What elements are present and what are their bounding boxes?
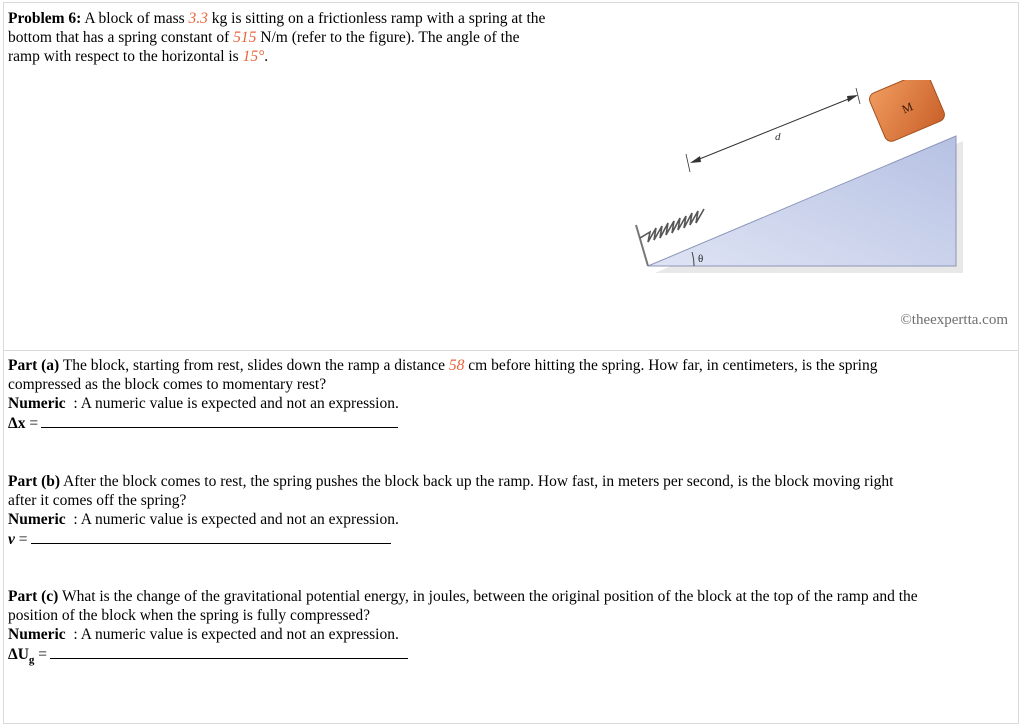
problem-statement	[8, 9, 545, 66]
part-a-line-1	[8, 356, 877, 375]
part-b-numeric	[8, 510, 893, 529]
part-c	[8, 587, 918, 670]
problem-text: ramp with respect to the horizontal is	[8, 48, 243, 65]
part-a-answer	[8, 413, 877, 433]
problem-line-3	[8, 47, 545, 66]
answer-symbol: Δx	[8, 415, 26, 432]
answer-input[interactable]	[41, 413, 398, 428]
part-b-label: Part (b)	[8, 473, 61, 490]
distance-label: d	[775, 131, 781, 143]
problem-label: Problem 6:	[8, 10, 82, 27]
spring-constant-value: 515	[233, 29, 257, 46]
problem-text: A block of mass	[81, 10, 189, 27]
answer-input[interactable]	[31, 529, 391, 544]
wall	[636, 225, 648, 266]
part-c-numeric	[8, 625, 918, 644]
answer-input[interactable]	[50, 644, 408, 659]
numeric-label: Numeric	[8, 626, 66, 643]
part-c-line-1	[8, 587, 918, 606]
watermark: ©theexpertta.com	[900, 312, 1008, 328]
ramp	[648, 136, 956, 266]
part-b-answer	[8, 529, 893, 549]
mass-value: 3.3	[188, 10, 208, 27]
part-c-label: Part (c)	[8, 588, 59, 605]
problem-line-2	[8, 28, 545, 47]
equals-sign: =	[14, 531, 28, 548]
part-a-label: Part (a)	[8, 357, 60, 374]
distance-arrow	[692, 96, 856, 162]
numeric-note: : A numeric value is expected and not an expression.	[65, 395, 399, 412]
equals-sign: =	[25, 415, 39, 432]
equals-sign: =	[34, 646, 48, 663]
part-b	[8, 472, 893, 549]
numeric-note: : A numeric value is expected and not an expression.	[65, 626, 399, 643]
angle-label: θ	[698, 253, 704, 265]
answer-symbol: v	[8, 531, 15, 548]
part-a-text: cm before hitting the spring. How far, in centimeters, is the spring	[464, 357, 878, 374]
numeric-note: : A numeric value is expected and not an expression.	[65, 511, 399, 528]
problem-text: bottom that has a spring constant of	[8, 29, 234, 46]
part-a-text: The block, starting from rest, slides down the ramp a distance	[59, 357, 449, 374]
part-b-line-2: after it comes off the spring?	[8, 492, 187, 509]
problem-text: kg is sitting on a frictionless ramp with a spring at the	[207, 10, 546, 27]
numeric-label: Numeric	[8, 395, 66, 412]
separator	[3, 350, 1019, 351]
problem-text: N/m (refer to the figure). The angle of the	[256, 29, 520, 46]
distance-value: 58	[448, 357, 465, 374]
numeric-label: Numeric	[8, 511, 66, 528]
tick-right	[856, 88, 860, 104]
part-c-answer	[8, 644, 918, 670]
problem-text: .	[264, 48, 269, 65]
answer-symbol: ΔU	[8, 646, 29, 663]
block-label: M	[899, 99, 916, 117]
ramp-figure	[620, 80, 980, 280]
part-a-line-2: compressed as the block comes to momentary rest?	[8, 376, 327, 393]
part-c-text: What is the change of the gravitational potential energy, in joules, between the original position of the block at the top of the ramp and the	[58, 588, 918, 605]
angle-value: 15°	[242, 48, 265, 65]
tick-left	[686, 154, 690, 172]
problem-line-1	[8, 9, 545, 28]
part-b-line-1	[8, 472, 893, 491]
part-a-numeric	[8, 394, 877, 413]
arrow-head-left	[690, 156, 701, 163]
answer-symbol-subscript: g	[28, 654, 35, 667]
part-b-text: After the block comes to rest, the spring pushes the block back up the ramp. How fast, in meters per second, is the block moving right	[60, 473, 894, 490]
part-a	[8, 356, 877, 433]
arrow-head-right	[847, 95, 858, 102]
block	[867, 80, 946, 143]
spring	[640, 209, 704, 242]
part-c-line-2: position of the block when the spring is fully compressed?	[8, 607, 371, 624]
